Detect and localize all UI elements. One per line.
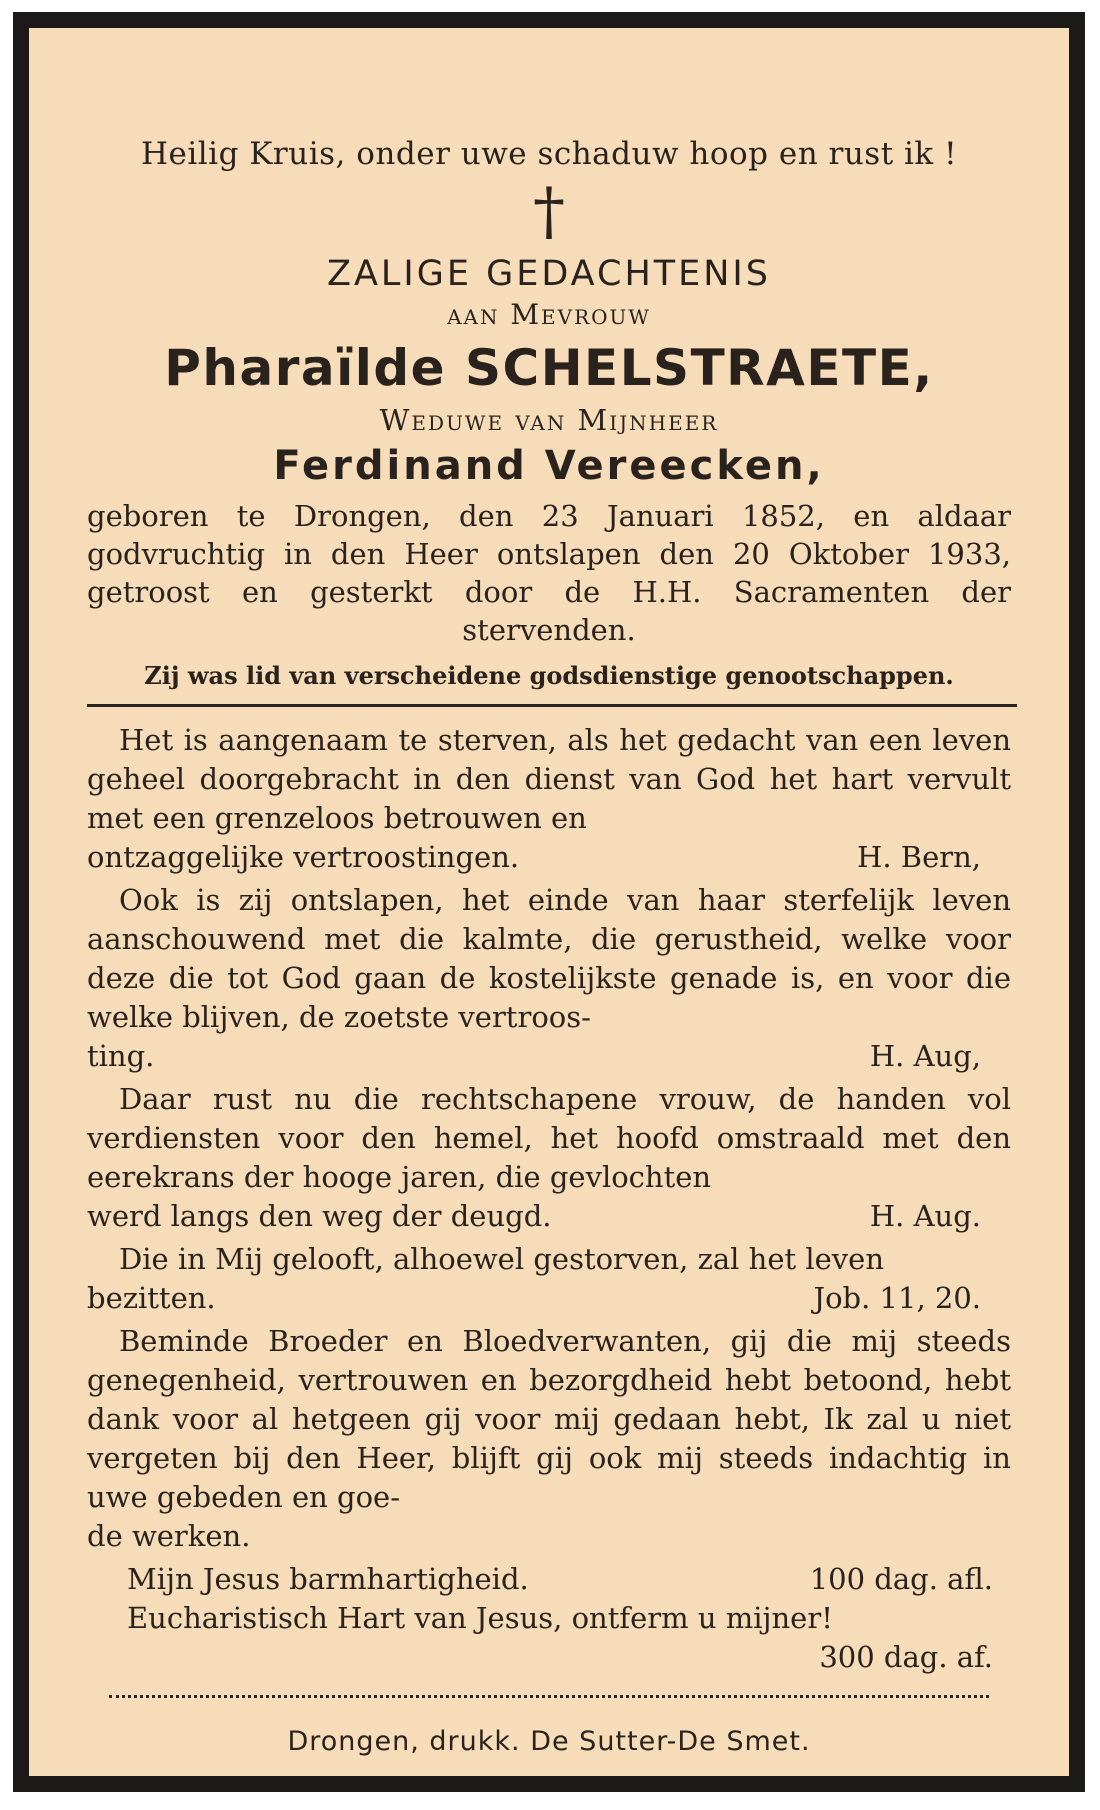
paragraph-text: Daar rust nu die rechtschapene vrouw, de handen vol verdiensten voor den hemel, het hoofd omstraald met den eerekrans der hooge jaren, die gevlochten	[87, 1082, 1011, 1194]
membership-note: Zij was lid van verscheidene godsdienstige genootschappen.	[144, 661, 954, 690]
memorial-card	[13, 12, 1085, 1792]
paragraph-text: Ook is zij ontslapen, het einde van haar sterfelijk leven aanschouwend met die kalmte, die gerustheid, welke voor deze die tot God gaan de kostelijkste genade is, en voor die welke blijven, de zoetste vertroos-	[87, 883, 1011, 1034]
indulgence-row	[87, 1599, 1011, 1638]
cross-icon: †	[533, 175, 565, 249]
husband-name: Ferdinand Vereecken,	[273, 443, 825, 489]
paragraph	[87, 1240, 1011, 1318]
birth-death-text: geboren te Drongen, den 23 Januari 1852, en aldaar godvruchtig in den Heer ontslapen den 20 Oktober 1933, getroost en gesterkt door de H.H. Sacramenten der stervenden.	[87, 499, 1011, 647]
paragraph	[87, 1322, 1011, 1556]
widow-line: Weduwe van Mijnheer	[379, 403, 719, 437]
paragraph-source: H. Aug.	[869, 1199, 981, 1233]
indulgence-row	[87, 1560, 1011, 1599]
paragraph-last-line: ting.	[87, 1039, 155, 1073]
printer-credit: Drongen, drukk. De Sutter-De Smet.	[287, 1726, 811, 1757]
card-content	[87, 28, 1011, 1776]
indulgence-text: Eucharistisch Hart van Jesus, ontferm u mijner!	[127, 1601, 833, 1635]
paragraph-source: H. Bern,	[857, 840, 981, 874]
paragraph-last-line: de werken.	[87, 1519, 251, 1553]
paragraph-source	[981, 1517, 1011, 1556]
paragraph-source: H. Aug,	[869, 1039, 981, 1073]
dotted-divider	[109, 1695, 989, 1698]
body-text	[87, 721, 1011, 1677]
paragraph-source: Job. 11, 20.	[813, 1281, 981, 1315]
paragraph	[87, 881, 1011, 1076]
indulgence-text: Mijn Jesus barmhartigheid.	[127, 1562, 529, 1596]
title: ZALIGE GEDACHTENIS	[327, 254, 771, 294]
paragraph	[87, 721, 1011, 877]
paragraph-text: Beminde Broeder en Bloedverwanten, gij die mij steeds genegenheid, vertrouwen en bezorgdheid hebt betoond, hebt dank voor al hetgeen gij voor mij gedaan hebt, Ik zal u niet vergeten bij den Heer, blijft gij ook mij steeds indachtig in uwe gebeden en goe-	[87, 1324, 1011, 1514]
indulgence-value: 100 dag. afl.	[809, 1562, 993, 1596]
paragraph-last-line: ontzaggelijke vertroostingen.	[87, 840, 520, 874]
paragraph-last-line: werd langs den weg der deugd.	[87, 1199, 552, 1233]
paragraph-last-line: bezitten.	[87, 1281, 216, 1315]
dedication-line: aan Mevrouw	[447, 298, 651, 331]
deceased-name: Pharaïlde SCHELSTRAETE,	[164, 339, 934, 397]
indulgence-value: 300 dag. af.	[819, 1640, 993, 1674]
paragraph-text: Die in Mij gelooft, alhoewel gestorven, zal het leven	[119, 1242, 885, 1276]
paragraph	[87, 1080, 1011, 1236]
paragraph-text: Het is aangenaam te sterven, als het gedacht van een leven geheel doorgebracht in den dienst van God het hart vervult met een grenzeloos betrouwen en	[87, 723, 1011, 835]
motto: Heilig Kruis, onder uwe schaduw hoop en rust ik !	[140, 136, 958, 172]
divider-line	[87, 704, 1017, 707]
